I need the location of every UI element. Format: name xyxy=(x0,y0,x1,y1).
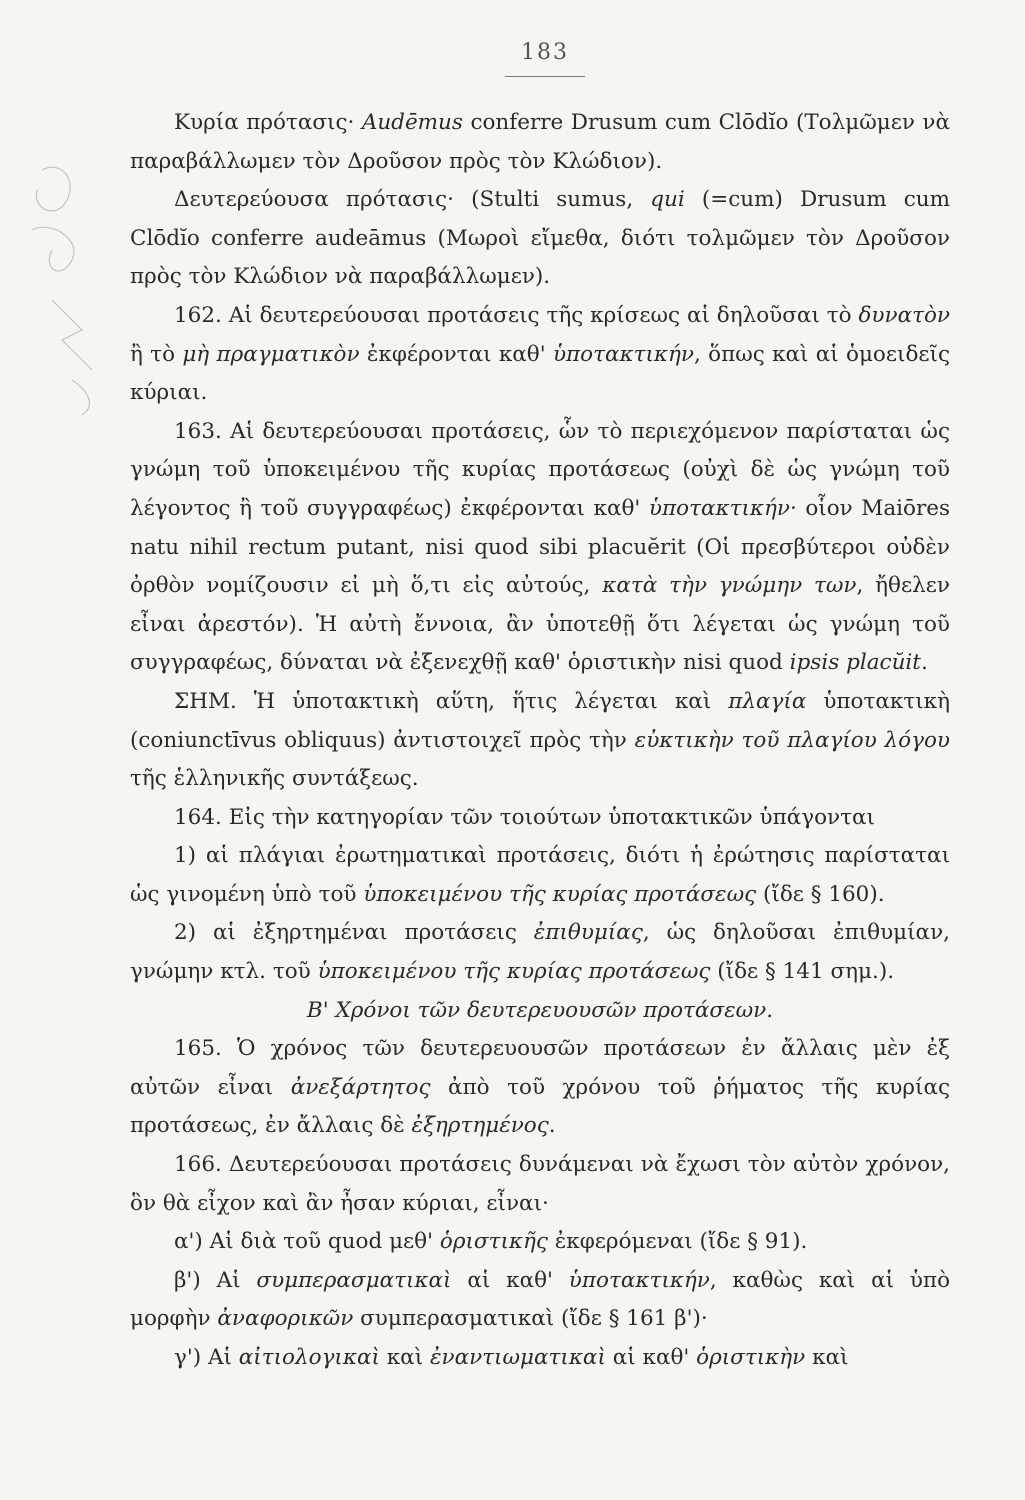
text-segment: Β' Χρόνοι τῶν δευτερευουσῶν προτάσεων. xyxy=(306,997,774,1023)
text-segment: α') Αἱ διὰ τοῦ quod μεθ' xyxy=(174,1229,440,1255)
text-segment: 1) αἱ πλάγιαι ἐρωτηματικαὶ προτάσεις, διότι ἡ ἐρώτησις παρίσταται ὡς γινομένη ὑπὸ τοῦ xyxy=(130,843,950,907)
page-number: 183 xyxy=(521,40,569,65)
paragraph xyxy=(130,1223,950,1262)
paragraph xyxy=(130,837,950,914)
text-segment: . xyxy=(548,1113,556,1139)
text-segment: β') Αἱ xyxy=(174,1267,257,1293)
paragraph xyxy=(130,914,950,991)
text-segment: ἐκφερόμεναι (ἴδε § 91). xyxy=(547,1229,808,1255)
italic-text: εὐκτικὴν τοῦ πλαγίου λόγου xyxy=(634,727,950,753)
italic-text: ipsis placŭit xyxy=(789,650,921,676)
italic-text: συμπερασματικαὶ xyxy=(256,1267,452,1293)
text-segment: 164. Εἰς τὴν κατηγορίαν τῶν τοιούτων ὑποτακτικῶν ὑπάγονται xyxy=(174,804,875,830)
italic-text: δυνατὸν xyxy=(858,302,950,328)
section-heading xyxy=(130,992,950,1031)
italic-text: ἀναφορικῶν xyxy=(217,1306,354,1332)
text-segment: , καθὼς καὶ αἱ ὑπὸ μορφὴν xyxy=(130,1267,951,1332)
text-segment: (ἴδε § 160). xyxy=(756,881,885,907)
text-segment: 166. Δευτερεύουσαι προτάσεις δυνάμεναι νὰ ἔχωσι τὸν αὐτὸν χρόνον, ὃν θὰ εἶχον καὶ ἂν ἦσαν κύριαι, εἶναι· xyxy=(130,1152,950,1216)
italic-text: ἐξηρτημένος xyxy=(411,1113,549,1139)
text-segment: ἢ τὸ xyxy=(130,341,183,367)
text-segment: ἀπὸ τοῦ χρόνου τοῦ ῥήματος τῆς κυρίας προτάσεως, ἐν ἄλλαις δὲ xyxy=(130,1074,951,1139)
text-segment: , ὅπως καὶ αἱ ὁμοειδεῖς κύριαι. xyxy=(130,341,950,406)
text-segment: αἱ καθ' xyxy=(451,1267,569,1293)
margin-scribble-icon xyxy=(22,150,117,430)
text-segment: Δευτερεύουσα πρότασις· (Stulti sumus, xyxy=(174,187,651,213)
italic-text: ἀνεξάρτητος xyxy=(290,1074,431,1100)
italic-text: ὑποκειμένου τῆς κυρίας προτάσεως xyxy=(363,881,757,907)
italic-text: ἐναντιωματικαὶ xyxy=(429,1345,606,1370)
body-text xyxy=(130,104,950,1378)
paragraph xyxy=(130,1262,950,1339)
text-segment: ὑποτακτικὴ (coniunctīvus obliquus) ἀντιστοιχεῖ πρὸς τὴν xyxy=(130,688,950,753)
text-segment: conferre Drusum cum Clōdĭo (Τολμῶμεν νὰ παραβάλλωμεν τὸν Δροῦσον πρὸς τὸν Κλώδιον). xyxy=(130,110,950,174)
paragraph xyxy=(130,104,950,181)
text-segment: αἱ καθ' xyxy=(605,1345,697,1370)
text-segment: , ὡς δηλοῦσαι ἐπιθυμίαν, γνώμην κτλ. τοῦ xyxy=(130,920,950,985)
paragraph xyxy=(130,297,950,413)
text-segment: (ἴδε § 141 σημ.). xyxy=(710,959,895,985)
text-segment: 162. Αἱ δευτερεύουσαι προτάσεις τῆς κρίσεως αἱ δηλοῦσαι τὸ xyxy=(174,302,859,328)
text-segment: 165. Ὁ χρόνος τῶν δευτερευουσῶν προτάσεων ἐν ἄλλαις μὲν ἐξ αὐτῶν εἶναι xyxy=(130,1036,950,1100)
paragraph xyxy=(130,799,950,838)
text-segment: , ἤθελεν εἶναι ἀρεστόν). Ἡ αὐτὴ ἔννοια, ἂν ὑποτεθῇ ὅτι λέγεται ὡς γνώμη τοῦ συγγραφέως, δύναται νὰ ἐξενεχθῇ καθ' ὁριστικὴν nisi quod xyxy=(130,573,950,676)
text-segment: 2) αἱ ἐξηρτημέναι προτάσεις xyxy=(174,920,534,946)
text-segment: γ') Αἱ xyxy=(174,1345,239,1370)
italic-text: μὴ πραγματικὸν xyxy=(182,341,360,367)
italic-text: qui xyxy=(650,187,685,213)
paragraph xyxy=(130,1146,950,1223)
italic-text: πλαγία xyxy=(728,688,807,714)
italic-text: ὑποτακτικήν xyxy=(568,1267,710,1293)
text-segment: συμπερασματικαὶ (ἴδε § 161 β')· xyxy=(353,1306,708,1332)
text-segment: ΣΗΜ. Ἡ ὑποτακτικὴ αὕτη, ἥτις λέγεται καὶ xyxy=(174,688,729,714)
text-segment: 163. Αἱ δευτερεύουσαι προτάσεις, ὧν τὸ περιεχόμενον παρίσταται ὡς γνώμη τοῦ ὑποκειμένου τῆς κυρίας προτάσεως (οὐχὶ δὲ ὡς γνώμη τοῦ λέγοντος ἢ τοῦ συγγραφέως) ἐκφέρονται καθ' xyxy=(130,418,950,521)
italic-text: ἐπιθυμίας xyxy=(533,920,643,946)
text-segment: (=cum) Drusum cum Clōdĭo conferre audeāmus (Μωροὶ εἴμεθα, διότι τολμῶμεν τὸν Δροῦσον πρὸς τὸν Κλώδιον νὰ παραβάλλωμεν). xyxy=(130,187,950,290)
paragraph xyxy=(130,1030,950,1146)
text-segment: . xyxy=(920,650,928,676)
text-segment: ἐκφέρονται καθ' xyxy=(359,341,553,367)
paragraph xyxy=(130,181,950,297)
paragraph xyxy=(130,683,950,799)
paragraph xyxy=(130,413,950,683)
italic-text: κατὰ τὴν γνώμην των xyxy=(602,573,857,599)
text-segment: καὶ xyxy=(379,1345,430,1370)
italic-text: ὑποκειμένου τῆς κυρίας προτάσεως xyxy=(317,959,711,985)
text-segment: τῆς ἑλληνικῆς συντάξεως. xyxy=(130,766,419,792)
italic-text: ὁριστικῆς xyxy=(439,1229,548,1255)
page-number-rule xyxy=(505,76,585,77)
text-segment: καὶ xyxy=(805,1345,849,1370)
paragraph xyxy=(130,1339,950,1378)
italic-text: ὑποτακτικήν· xyxy=(648,495,797,521)
italic-text: ὁριστικὴν xyxy=(696,1345,806,1370)
text-segment: Κυρία πρότασις· xyxy=(174,110,362,135)
italic-text: Audēmus xyxy=(361,110,463,135)
text-segment: οἷον Maiōres natu nihil rectum putant, nisi quod sibi placuĕrit (Οἱ πρεσβύτεροι οὐδὲν ὀρθὸν νομίζουσιν εἰ μὴ ὅ,τι εἰς αὐτούς, xyxy=(130,495,950,599)
italic-text: ὑποτακτικήν xyxy=(552,341,694,367)
italic-text: αἰτιολογικαὶ xyxy=(238,1345,380,1370)
